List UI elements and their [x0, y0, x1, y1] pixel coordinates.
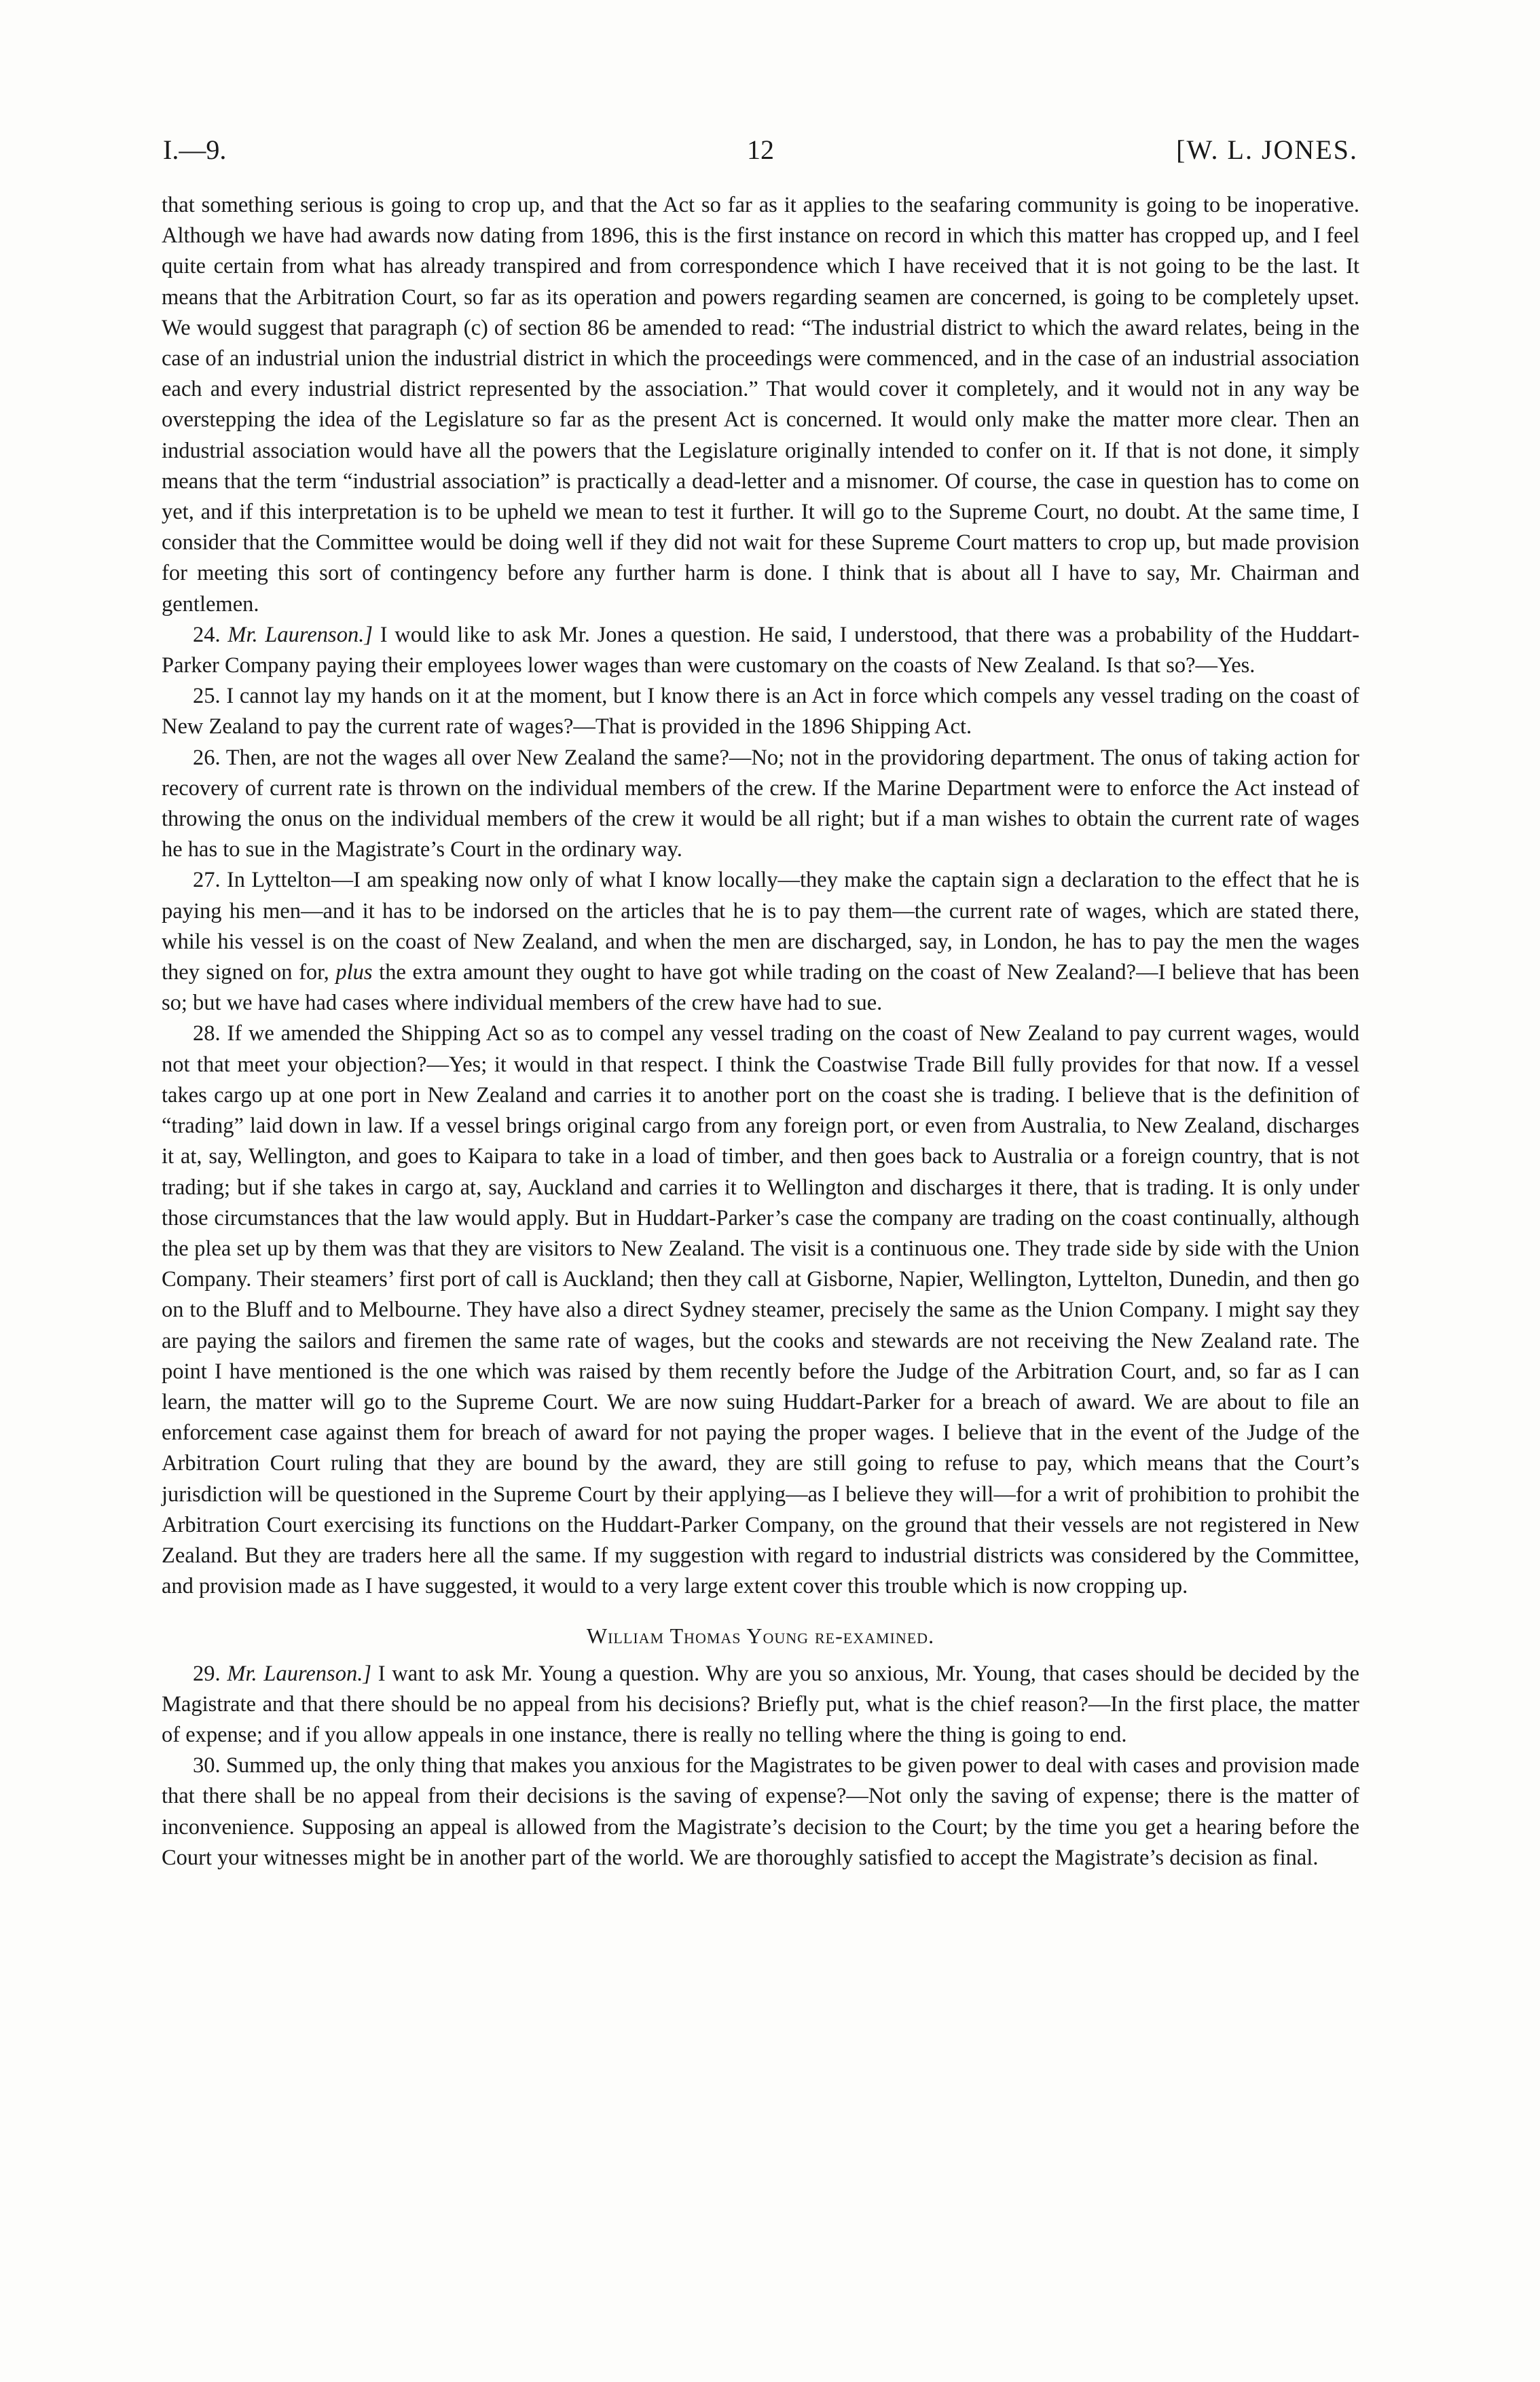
- paragraph-27: 27. In Lyttelton—I am speaking now only of what I know locally—they make the captain sign a declaration to the effect that he is paying his men—and it has to be indorsed on the articles that he is to pay them—the current rate of wages, which are stated there, while his vessel is on the coast of New Zealand, and when the men are discharged, say, in London, he has to pay the men the wages they signed on for, plus the extra amount they ought to have got while trading on the coast of New Zealand?—I believe that has been so; but we have had cases where individual members of the crew have had to sue.: [162, 868, 1359, 1016]
- question-number: 28.: [193, 1021, 221, 1046]
- paragraph-25: 25. I cannot lay my hands on it at the moment, but I know there is an Act in force which compels any vessel trading on the coast of New Zealand to pay the current rate of wages?—That is provided in the 1896 Shipping Act.: [162, 684, 1359, 739]
- speaker: Mr. Laurenson.]: [227, 1661, 371, 1686]
- question-number: 26.: [193, 745, 221, 770]
- paragraph-30: 30. Summed up, the only thing that makes you anxious for the Magistrates to be given power to deal with cases and provision made that there shall be no appeal from their decisions is the saving of expense?—Not only the saving of expense; there is the matter of inconvenience. Supposing an appeal is allowed from the Magistrate’s decision to the Court; by the time you get a hearing before the Court your witnesses might be in another part of the world. We are thoroughly satisfied to accept the Magistrate’s decision as final.: [162, 1753, 1359, 1870]
- paragraph-29: 29. Mr. Laurenson.] I want to ask Mr. Young a question. Why are you so anxious, Mr. Young, that cases should be decided by the Magistrate and that there should be no appeal from his decisions? Briefly put, what is the chief reason?—In the first place, the matter of expense; and if you allow appeals in one instance, there is really no telling where the thing is going to end.: [162, 1661, 1360, 1747]
- question-number: 27.: [193, 868, 221, 893]
- question-number: 24.: [193, 622, 221, 647]
- paragraph-continued: that something serious is going to crop up, and that the Act so far as it applies to the seafaring community is going to be inoperative. Although we have had awards now dating from 1896, this is the first instance on record in which this matter has cropped up, and I feel quite certain from what has already transpired and from correspondence which I have received that it is not going to be the last. It means that the Arbitration Court, so far as its operation and powers regarding seamen are concerned, is going to be completely upset. We would suggest that paragraph (c) of section 86 be amended to read: “The industrial district to which the award relates, being in the case of an industrial union the industrial district in which the proceedings were commenced, and in the case of an industrial association each and every industrial district represented by the association.” That would cover it completely, and it would not in any way be overstepping the idea of the Legislature so far as the present Act is concerned. It would only make the matter more clear. Then an industrial association would have all the powers that the Legislature originally intended to confer on it. If that is not done, it simply means that the term “industrial association” is practically a dead-letter and a misnomer. Of course, the case in question has to come on yet, and if this interpretation is to be upheld we mean to test it further. It will go to the Supreme Court, no doubt. At the same time, I consider that the Committee would be doing well if they did not wait for these Supreme Court matters to crop up, but made provision for meeting this sort of contingency before any further harm is done. I think that is about all I have to say, Mr. Chairman and gentlemen.: [162, 193, 1359, 617]
- section-heading: William Thomas Young re-examined.: [586, 1624, 935, 1649]
- witness-name: [W. L. JONES.: [1176, 134, 1358, 165]
- question-number: 25.: [193, 684, 221, 709]
- report-reference: I.—9.: [163, 134, 227, 165]
- page-number: 12: [747, 134, 774, 165]
- speaker: Mr. Laurenson.]: [227, 622, 373, 647]
- page-header: [163, 133, 1358, 167]
- document-body: [162, 190, 1359, 1873]
- paragraph-26: 26. Then, are not the wages all over New Zealand the same?—No; not in the providoring department. The onus of taking action for recovery of current rate is thrown on the individual members of the crew. If the Marine Department were to enforce the Act instead of throwing the onus on the individual members of the crew it would be all right; but if a man wishes to obtain the current rate of wages he has to sue in the Magistrate’s Court in the ordinary way.: [162, 745, 1359, 862]
- paragraph-24: 24. Mr. Laurenson.] I would like to ask Mr. Jones a question. He said, I understood, that there was a probability of the Huddart-Parker Company paying their employees lower wages than were customary on the coasts of New Zealand. Is that so?—Yes.: [162, 622, 1360, 678]
- question-number: 30.: [193, 1753, 221, 1778]
- paragraph-28: 28. If we amended the Shipping Act so as to compel any vessel trading on the coast of New Zealand to pay current wages, would not that meet your objection?—Yes; it would in that respect. I think the Coastwise Trade Bill fully provides for that now. If a vessel takes cargo up at one port in New Zealand and carries it to another port on the coast she is trading. I believe that is the definition of “trading” laid down in law. If a vessel brings original cargo from any foreign port, or even from Australia, to New Zealand, discharges it at, say, Wellington, and goes to Kaipara to take in a load of timber, and then goes back to Australia or a foreign country, that is not trading; but if she takes in cargo at, say, Auckland and carries it to Wellington and discharges it there, that is trading. It is only under those circumstances that the law would apply. But in Huddart-Parker’s case the company are trading on the coast continually, although the plea set up by them was that they are visitors to New Zealand. The visit is a continuous one. They trade side by side with the Union Company. Their steamers’ first port of call is Auckland; then they call at Gisborne, Napier, Wellington, Lyttelton, Dunedin, and then go on to the Bluff and to Melbourne. They have also a direct Sydney steamer, precisely the same as the Union Company. I might say they are paying the sailors and firemen the same rate of wages, but the cooks and stewards are not receiving the New Zealand rate. The point I have mentioned is the one which was raised by them recently before the Judge of the Arbitration Court, and, so far as I can learn, the matter will go to the Supreme Court. We are now suing Huddart-Parker for a breach of award. We are about to file an enforcement case against them for breach of award for not paying the proper wages. I believe that in the event of the Judge of the Arbitration Court ruling that they are bound by the award, they are still going to refuse to pay, which means that the Court’s jurisdiction will be questioned in the Supreme Court by their applying—as I believe they will—for a writ of prohibition to prohibit the Arbitration Court exercising its functions on the Huddart-Parker Company, on the ground that their vessels are not registered in New Zealand. But they are traders here all the same. If my suggestion with regard to industrial districts was considered by the Committee, and provision made as I have suggested, it would to a very large extent cover this trouble which is now cropping up.: [162, 1021, 1359, 1599]
- question-number: 29.: [193, 1661, 221, 1686]
